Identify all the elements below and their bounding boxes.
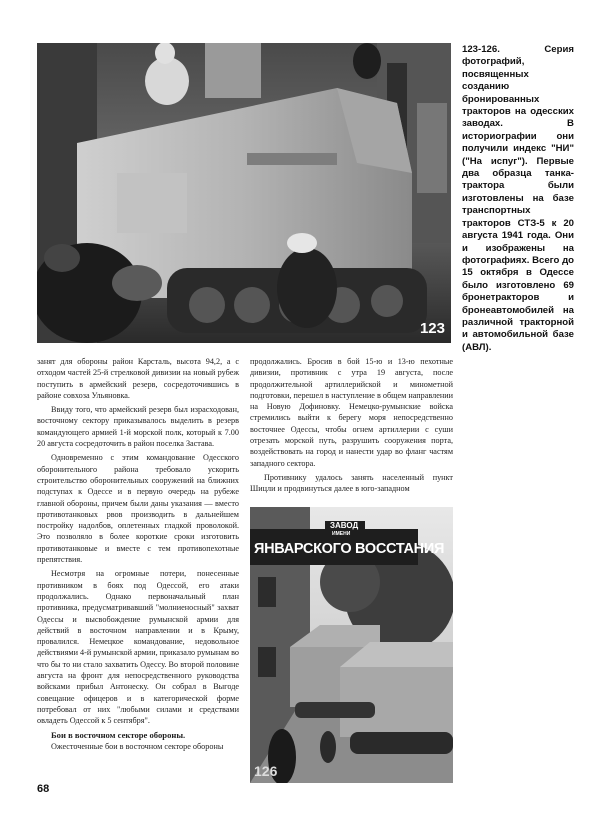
paragraph: Противнику удалось занять населенный пункт Шицли и продвинуться далее в юго-западном [250,472,453,494]
photo-factory-street-126 [250,507,453,783]
banner-line-imeni: ИМЕНИ [332,531,351,537]
figure-number-126: 126 [254,763,278,779]
figure-number-123: 123 [419,320,445,337]
banner-line-vosstaniya: ЯНВАРСКОГО ВОССТАНИЯ [254,541,445,557]
banner-line-zavod: ЗАВОД [330,521,359,530]
paragraph: Ввиду того, что армейский резерв был израсходован, восточному сектору приказывалось выделить в резерв командующего армией 1-й морской полк, который к 7.00 20 августа сосредоточить в район поселка Застава. [37,405,239,449]
paragraph: Несмотря на огромные потери, понесенные противником в боях под Одессой, его атаки продолжались. Однако первоначальный план противника, предусматривавший "молниеносный" захват Одессы и высвобождение румынской армии для действий в восточном направлении и в Крыму, провалился. Немецкое командование, недовольное действиями 4-й румынской армии, приказало румынам во что бы то ни стало захватить Одессу. Во второй половине августа на фронт для непосредственного руководства войсками прибыл Антонеску. Он собрал в Выгоде совещание офицеров и в категорической форме потребовал от них "любыми силами и средствами овладеть Одессой к 5 сентября". [37,569,239,726]
photo-caption: 123-126. Серия фотографий, посвященных созданию бронированных тракторов на одесских заводах. В историографии они получили индекс "НИ" ("На испуг"). Первые два образца танка-трактора были изготовлены на базе транспортных тракторов СТЗ-5 к 20 августа 1941 года. Они и изображены на фотографиях. Всего до 15 октября в Одессе было изготовлено 69 бронетракторов и бронеавтомобилей на различной тракторной и автомобильной базе (АВЛ). [462,44,575,353]
photo-armored-tractor-image [37,43,451,343]
text-column-left [37,356,239,755]
paragraph: Ожесточенные бои в восточном секторе обороны [51,741,224,751]
section-heading: Бои в восточном секторе обороны. [51,729,186,740]
paragraph: занят для обороны район Карсталь, высота 94,2, а с отходом частей 25-й стрелковой дивизии на новый рубеж поступить в армейский резерв, сосредоточившись в районе совхоза Ульяновка. [37,357,239,400]
paragraph: Одновременно с этим командование Одесского оборонительного района требовало ускорить строительство оборонительных сооружений на ближних подступах к Одессе и в первую очередь на рубеже главной обороны, причем были даны указания — вместо противотанковых рвов производить в дальнейшем постройку надолбов, оплетенных гладкой проволокой. Это позволяло в более короткие сроки изготовить противотанковые и вместе с тем противопехотные препятствия. [37,453,239,565]
text-column-right [250,356,453,498]
page-number: 68 [37,783,50,795]
photo-armored-tractor-123 [37,43,451,343]
paragraph: продолжались. Бросив в бой 15-ю и 13-ю пехотные дивизии, противник с утра 19 августа, после продолжительной артиллерийской и минометной подготовки, перешел в наступление в общем направлении на Новую Дофиновку. Немецко-румынские войска стремились выйти к берегу моря непосредственно восточнее Одессы, чтобы огнем артиллерии с суши отрезать морской путь, разрушить сооружения порта, воздействовать на город и нанести удар во фланг частям западного сектора. [250,357,453,468]
